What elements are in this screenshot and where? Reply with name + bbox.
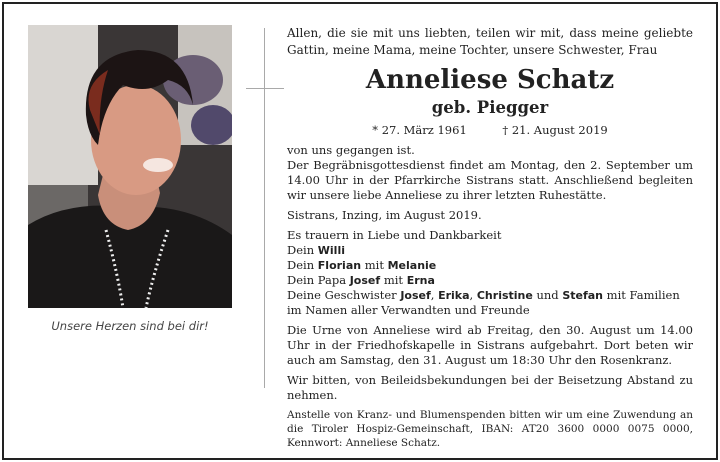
donation-text: Anstelle von Kranz- und Blumenspenden bitten wir um eine Zuwendung an die Tiroler Hospiz-Gemeinschaft, IBAN: AT20 3600 0000 0075 0000, Kennwort: Anneliese Schatz.	[287, 409, 693, 449]
mourner-line: Dein Florian mit Melanie	[287, 258, 437, 272]
mourner-line: Deine Geschwister Josef, Erika, Christine und Stefan mit Familien	[287, 288, 680, 302]
funeral-text: Der Begräbnisgottesdienst findet am Montag, den 2. September um 14.00 Uhr in der Pfarrkirche Sistrans statt. Anschließend begleiten wir unsere liebe Anneliese zu ihrer letzten Ruhestätte.	[287, 158, 693, 202]
mourning-intro: Es trauern in Liebe und Dankbarkeit	[287, 228, 502, 242]
cross-icon-bar	[246, 88, 284, 89]
mourner-line: Dein Papa Josef mit Erna	[287, 273, 435, 287]
photo-caption: Unsere Herzen sind bei dir!	[51, 319, 209, 333]
notice-text	[287, 25, 693, 450]
place-date: Sistrans, Inzing, im August 2019.	[287, 208, 482, 222]
birth-name: geb. Piegger	[431, 98, 549, 117]
request-text: Wir bitten, von Beileidsbekundungen bei der Beisetzung Abstand zu nehmen.	[287, 373, 693, 402]
cross-icon	[264, 28, 265, 388]
life-dates	[287, 122, 693, 138]
husband-name: Willi	[317, 244, 345, 257]
portrait-photo	[28, 25, 232, 308]
intro-text: Allen, die sie mit uns liebten, teilen wir mit, dass meine geliebte Gattin, meine Mama, meine Tochter, unsere Schwester, Frau	[287, 26, 693, 57]
mourner-line: Dein Willi	[287, 243, 345, 257]
departed-text: von uns gegangen ist.	[287, 143, 415, 157]
death-date: † 21. August 2019	[502, 123, 608, 137]
deceased-name: Anneliese Schatz	[365, 65, 615, 95]
birth-date: * 27. März 1961	[372, 123, 467, 137]
urn-text: Die Urne von Anneliese wird ab Freitag, den 30. August um 14.00 Uhr in der Friedhofskapelle in Sistrans aufgebahrt. Dort beten wir auch am Samstag, den 31. August um 18:30 Uhr den Rosenkranz.	[287, 323, 693, 367]
mourner-line: im Namen aller Verwandten und Freunde	[287, 303, 530, 317]
